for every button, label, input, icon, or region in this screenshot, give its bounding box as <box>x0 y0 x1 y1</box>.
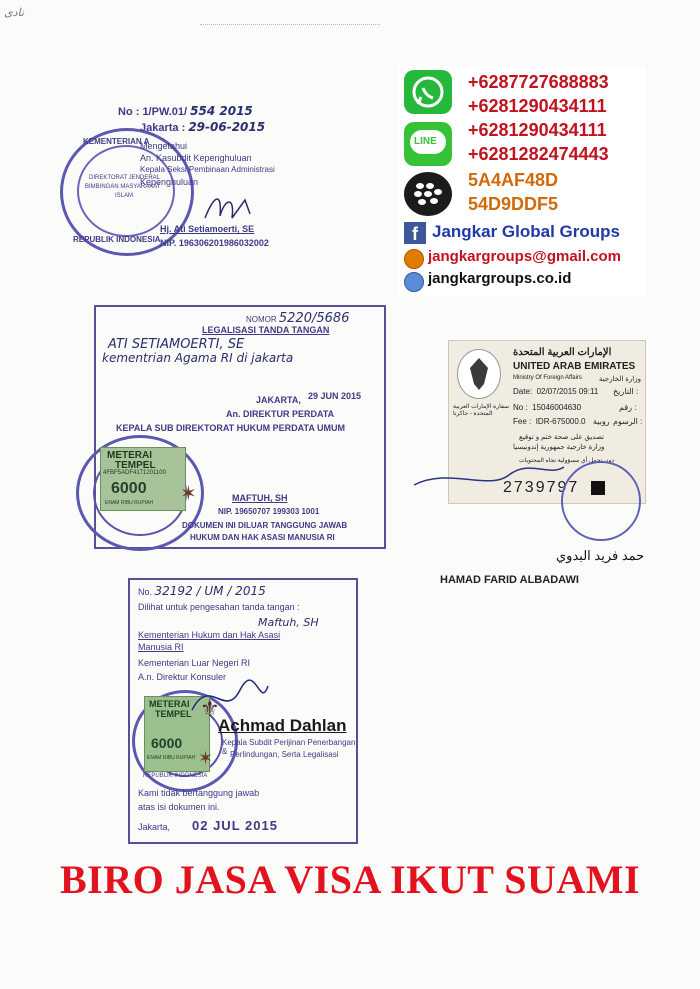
bbm-pin-2[interactable]: 54D9DDF5 <box>468 194 559 214</box>
uae-fee-label: Fee : <box>513 417 532 426</box>
phone-number-3[interactable]: +6281290434111 <box>468 120 607 140</box>
letter-number-handwritten: 554 2015 <box>190 104 253 118</box>
uae-ministry: Ministry Of Foreign Affairs <box>513 375 582 381</box>
seen-for-signature-text: Dilihat untuk pengesahan tanda tangan : <box>138 602 300 612</box>
uae-date-label: Date: <box>513 387 533 396</box>
seal-text-line2: BIMBINGAN MASYARAKAT <box>85 184 161 190</box>
materai-stamp <box>100 447 186 511</box>
handwritten-institution: kementrian Agama RI di jakarta <box>102 351 294 365</box>
uae-embassy-round-seal <box>561 461 641 541</box>
facebook-page-name[interactable]: Jangkar Global Groups <box>432 222 620 241</box>
handwritten-maftuh: Maftuh, SH <box>258 616 319 629</box>
nomor-handwritten: 5220/5686 <box>278 311 350 326</box>
uae-title: UNITED ARAB EMIRATES <box>513 361 636 372</box>
email-address[interactable]: jangkargroups@gmail.com <box>428 248 622 265</box>
uae-arabic-title: الإمارات العربية المتحدة <box>513 347 612 358</box>
garuda-emblem-icon-2: ⚜ <box>200 696 220 721</box>
facebook-icon: f <box>404 222 426 244</box>
handwritten-name: ATI SETIAMOERTI, SE <box>108 337 245 352</box>
materai2-bottom-label: ENAM RIBU RUPIAH <box>147 755 196 761</box>
ministry-text: HUKUM DAN HAK ASASI MANUSIA RI <box>190 533 335 542</box>
contact-card <box>398 66 646 296</box>
consular-number-handwritten: 32192 / UM / 2015 <box>154 584 266 598</box>
uae-note-arabic-1: تصديق على صحة ختم و توقيع <box>519 434 604 441</box>
uae-no: 15046004630 <box>532 403 582 412</box>
legalization-block-religious-affairs <box>60 100 310 260</box>
uae-serial-number: 2739797 <box>503 479 580 496</box>
promo-title: BIRO JASA VISA IKUT SUAMI <box>59 857 641 902</box>
phone-number-2[interactable]: +6281290434111 <box>468 96 607 116</box>
seal-text-line3: ISLAM <box>115 193 134 199</box>
dahlan-title-1: Kepala Subdit Perijinan Penerbangan & <box>222 738 356 756</box>
maftuh-name: MAFTUH, SH <box>232 493 288 503</box>
an-direktur-konsuler: A.n. Direktur Konsuler <box>138 672 227 682</box>
uae-fee: IDR-675000.0 <box>535 417 586 426</box>
materai2-mid-label: TEMPEL <box>155 709 192 719</box>
uae-signature <box>409 457 569 497</box>
dahlan-title-2: Perlindungan, Serta Legalisasi <box>230 750 339 759</box>
signer-arabic-name: حمد فريد البدوي <box>556 548 645 563</box>
uae-fee-label-arabic: الرسوم : <box>613 417 643 426</box>
email-icon <box>404 249 424 269</box>
uae-embassy-arabic: سفارة الإمارات العربية المتحدة - جاكرتا <box>453 404 510 417</box>
line-icon-label: LINE <box>414 136 437 147</box>
dahlan-name: Achmad Dahlan <box>218 716 347 735</box>
materai2-top-label: METERAI <box>149 699 190 709</box>
uae-emblem-icon <box>457 349 501 399</box>
materai-top-label: METERAI <box>107 450 152 461</box>
uae-fee-unit-arabic: روبية <box>593 417 610 426</box>
garuda-emblem-icon: ✶ <box>180 483 197 505</box>
signatory-name: Hj. Ati Setiamoerti, SE <box>160 224 255 234</box>
uae-no-label: No : <box>513 403 528 412</box>
kepala-seksi-text: Kepala Seksi Pembinaan Administrasi <box>140 165 275 174</box>
materai-value: 6000 <box>111 480 147 497</box>
disclaimer-line-1: Kami tidak bertanggung jawab <box>138 788 260 798</box>
materai2-value: 6000 <box>151 735 183 751</box>
website-address[interactable]: jangkargroups.co.id <box>428 270 572 287</box>
legalization-box-foreign-ministry <box>128 578 358 844</box>
foreign-seal-text: REPUBLIK INDONESIA <box>143 773 208 779</box>
uae-ministry-arabic: وزارة الخارجية <box>599 376 641 383</box>
materai-bottom-label: ENAM RIBU RUPIAH <box>105 500 154 506</box>
whatsapp-icon <box>404 70 452 114</box>
seal-text-bottom: REPUBLIK INDONESIA <box>73 235 161 244</box>
disclaimer-line-2: atas isi dokumen ini. <box>138 802 220 812</box>
seal-text-top: KEMENTERIAN A <box>83 137 150 146</box>
uae-footer-arabic: دون تحمل أي مسؤولية تجاه المحتويات <box>519 458 615 464</box>
place-text: JAKARTA, <box>256 395 301 405</box>
mengetahui-text: Mengetahui <box>140 141 188 151</box>
blackberry-icon <box>404 172 452 216</box>
uae-date-label-arabic: التاريخ : <box>613 387 639 396</box>
disclaimer-text: DOKUMEN INI DILUAR TANGGUNG JAWAB <box>182 521 348 530</box>
an-direktur-text: An. DIREKTUR PERDATA <box>226 409 335 419</box>
uae-no-label-arabic: رقم : <box>619 403 637 412</box>
legalization-label: LEGALISASI TANDA TANGAN <box>202 325 330 335</box>
maftuh-nip: NIP. 19650707 199303 1001 <box>218 507 320 516</box>
place-label: Jakarta : <box>140 122 186 134</box>
uae-date: 02/07/2015 09:11 <box>536 387 599 396</box>
date-handwritten: 29-06-2015 <box>188 120 266 134</box>
kepala-subdirektorat-text: KEPALA SUB DIREKTORAT HUKUM PERDATA UMUM <box>116 423 345 433</box>
jakarta-label: Jakarta, <box>138 822 171 832</box>
date-stamp: 29 JUN 2015 <box>308 391 362 401</box>
signatory-nip: NIP. 196306201986032002 <box>160 238 269 248</box>
globe-icon <box>404 272 424 292</box>
seal-text-line1: DIREKTORAT JENDERAL <box>89 175 161 181</box>
stamp-date: 02 JUL 2015 <box>192 818 278 833</box>
foreign-ministry-line: Kementerian Luar Negeri RI <box>138 658 251 668</box>
phone-number-4[interactable]: +6281282474443 <box>468 144 609 164</box>
law-ministry-line-b: Manusia RI <box>138 642 184 652</box>
signature-ati <box>200 188 260 228</box>
uae-legalization-sticker <box>448 340 646 504</box>
law-ministry-line: Kementerian Hukum dan Hak Asasi <box>138 630 281 640</box>
signer-latin-name: HAMAD FARID ALBADAWI <box>440 574 579 586</box>
materai-mid-label: TEMPEL <box>115 460 156 471</box>
legalization-box-law-ministry <box>94 305 386 549</box>
header-scribble: نادى <box>4 6 24 19</box>
nomor-label: NOMOR <box>246 315 277 324</box>
kasubdit-text: An. Kasubdit Kepenghuluan <box>140 153 252 163</box>
phone-number-1[interactable]: +6287727688883 <box>468 72 609 92</box>
consular-number-label: No. <box>138 587 153 597</box>
star-seal-icon: ✶ <box>198 748 214 768</box>
materai-code: 4FBF5ADF4171201100 <box>103 470 166 476</box>
faint-scribble <box>200 24 380 33</box>
uae-note-arabic-2: وزارة خارجية جمهورية إندونيسيا <box>513 444 605 451</box>
bbm-pin-1[interactable]: 5A4AF48D <box>468 170 559 190</box>
letter-number-label: No : 1/PW.01/ <box>118 106 188 118</box>
line-icon <box>404 122 452 166</box>
signature-dahlan <box>190 680 270 720</box>
kepenghuluan-text: Kepenghuluan <box>140 177 199 187</box>
